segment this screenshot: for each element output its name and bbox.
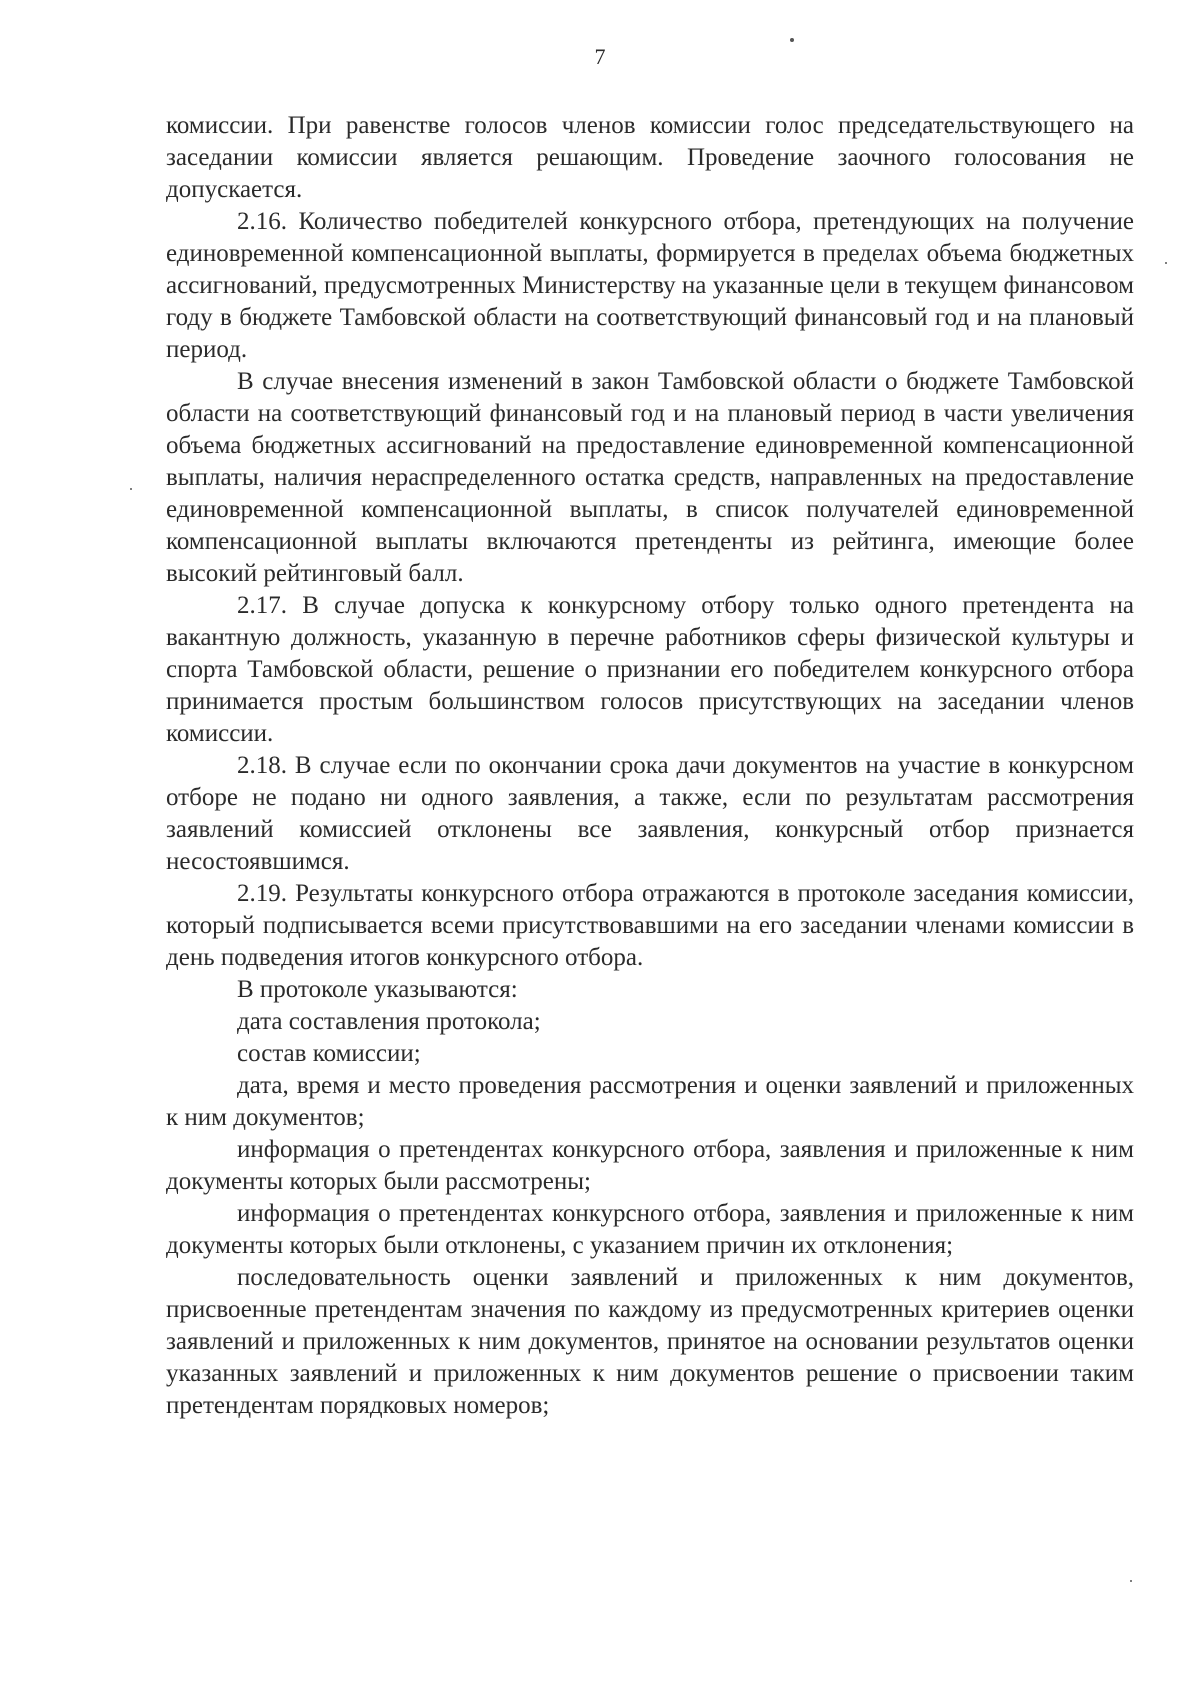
scan-speck [130,488,132,490]
list-item-review-datetime-place: дата, время и место проведения рассмотрения и оценки заявлений и приложенных к ним документов; [166,1072,1134,1131]
paragraph-protocol-intro: В протоколе указываются: [237,976,518,1003]
scan-speck [1130,1580,1132,1582]
paragraph-2-17: 2.17. В случае допуска к конкурсному отбору только одного претендента на вакантную должность, указанную в перечне работников сферы физической культуры и спорта Тамбовской области, решение о признании его победителем конкурсного отбора принимается простым большинством голосов присутствующих на заседании членов комиссии. [166,592,1134,747]
list-item-commission-composition: состав комиссии; [237,1040,421,1067]
page-number: 7 [594,44,606,69]
scan-speck [1165,262,1167,264]
list-item-evaluation-sequence: последовательность оценки заявлений и приложенных к ним документов, присвоенные претендентам значения по каждому из предусмотренных критериев оценки заявлений и приложенных к ним документов, принятое на основании результатов оценки указанных заявлений и приложенных к ним документов решение о присвоении таким претендентам порядковых номеров; [166,1264,1134,1419]
paragraph-2-19: 2.19. Результаты конкурсного отбора отражаются в протоколе заседания комиссии, который подписывается всеми присутствовавшими на его заседании членами комиссии в день подведения итогов конкурсного отбора. [166,880,1134,971]
scan-speck [790,38,794,42]
document-body [166,110,1134,1422]
list-item-reviewed-applicants: информация о претендентах конкурсного отбора, заявления и приложенные к ним документы которых были рассмотрены; [166,1136,1134,1195]
paragraph-budget-changes: В случае внесения изменений в закон Тамбовской области о бюджете Тамбовской области на соответствующий финансовый год и на плановый период в части увеличения объема бюджетных ассигнований на предоставление единовременной компенсационной выплаты, наличия нераспределенного остатка средств, направленных на предоставление единовременной компенсационной выплаты, в список получателей единовременной компенсационной выплаты включаются претенденты из рейтинга, имеющие более высокий рейтинговый балл. [166,368,1134,587]
paragraph-commission-vote: комиссии. При равенстве голосов членов комиссии голос председательствующего на заседании комиссии является решающим. Проведение заочного голосования не допускается. [166,112,1134,203]
paragraph-2-18: 2.18. В случае если по окончании срока дачи документов на участие в конкурсном отборе не подано ни одного заявления, а также, если по результатам рассмотрения заявлений комиссией отклонены все заявления, конкурсный отбор признается несостоявшимся. [166,752,1134,875]
list-item-rejected-applicants: информация о претендентах конкурсного отбора, заявления и приложенные к ним документы которых были отклонены, с указанием причин их отклонения; [166,1200,1134,1259]
list-item-protocol-date: дата составления протокола; [237,1008,541,1035]
paragraph-2-16: 2.16. Количество победителей конкурсного отбора, претендующих на получение единовременной компенсационной выплаты, формируется в пределах объема бюджетных ассигнований, предусмотренных Министерству на указанные цели в текущем финансовом году в бюджете Тамбовской области на соответствующий финансовый год и на плановый период. [166,208,1134,363]
